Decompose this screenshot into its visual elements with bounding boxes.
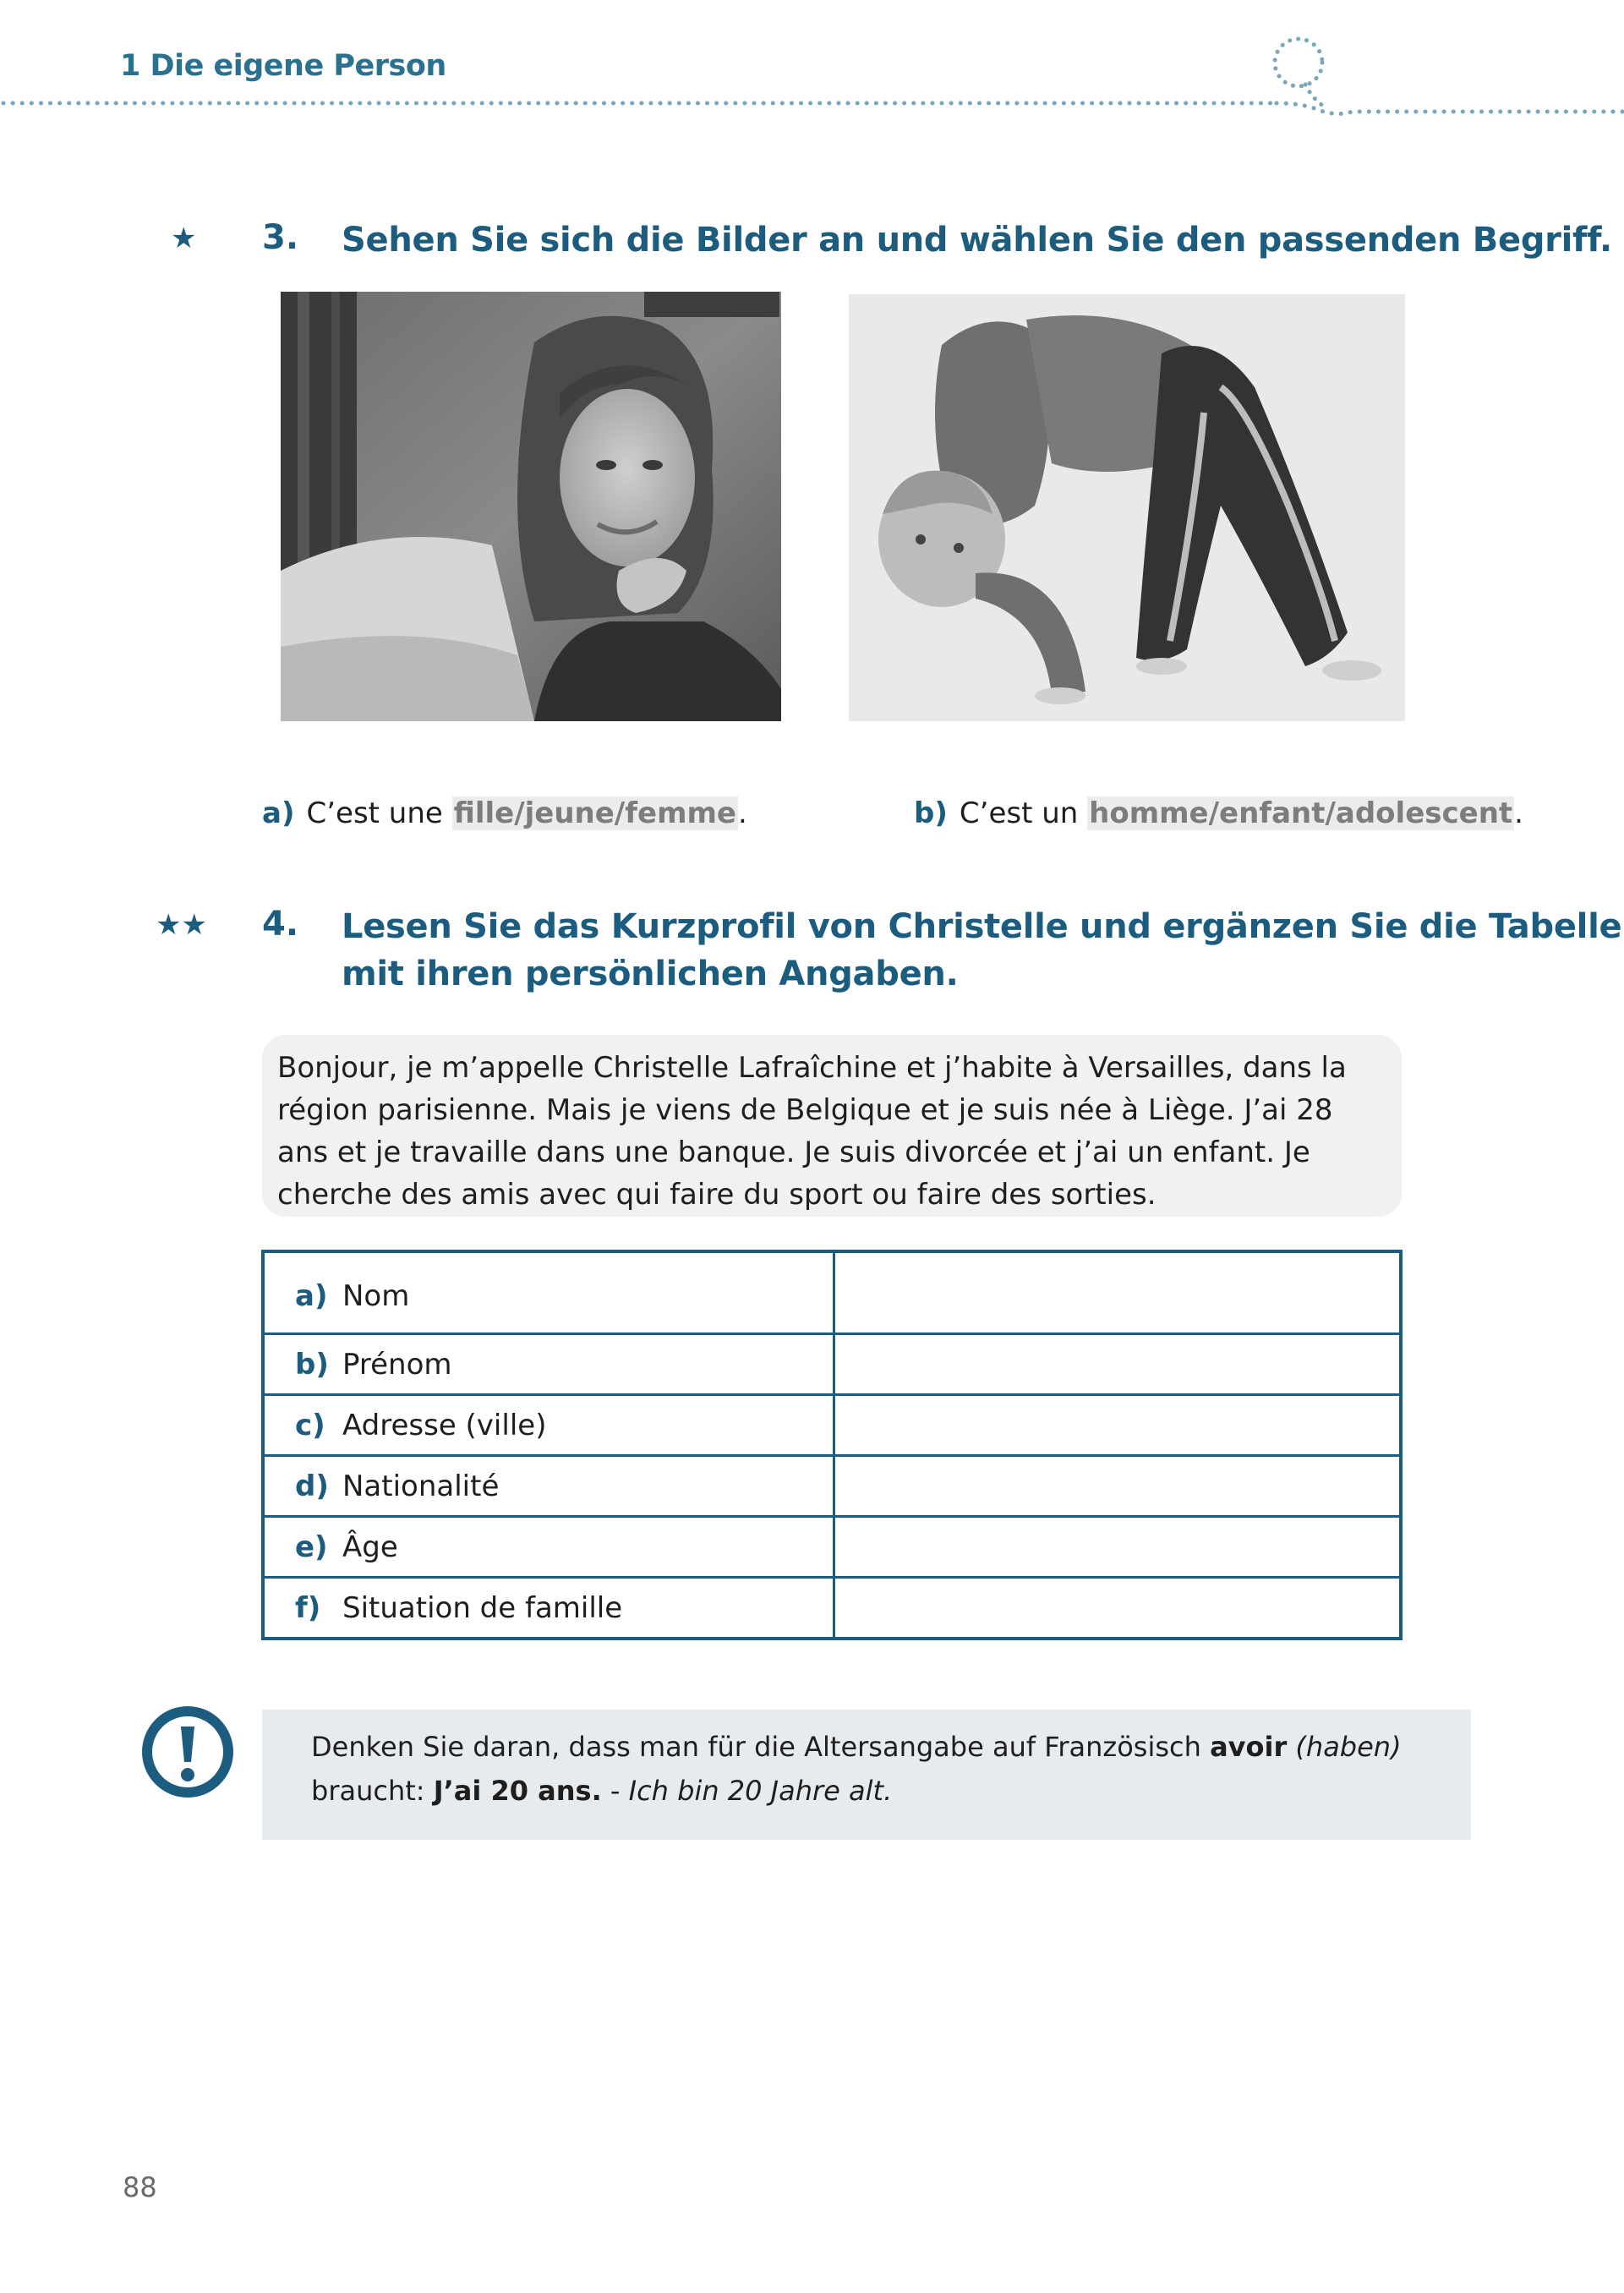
answer-cell[interactable]	[834, 1395, 1402, 1456]
photo-woman	[281, 292, 781, 721]
exercise-number: 4.	[262, 905, 299, 944]
field-name: Prénom	[342, 1347, 452, 1382]
row-letter: f)	[295, 1590, 321, 1625]
note-text	[311, 1725, 1402, 1813]
page-number: 88	[123, 2171, 157, 2203]
field-label-cell	[263, 1578, 834, 1639]
profile-text: Bonjour, je m’appelle Christelle Lafraîchine et j’habite à Versailles, dans la région parisienne. Mais je viens de Belgique et je suis née à Liège. J’ai 28 ans et je travaille dans une banque. Je suis divorcée et j’ai un enfant. Je cherche des amis avec qui faire du sport ou faire des sorties.	[277, 1051, 1347, 1212]
difficulty-stars: ★★	[156, 908, 207, 942]
row-letter: a)	[295, 1279, 328, 1313]
answer-a-label: a)	[262, 796, 295, 830]
answer-a-options[interactable]: fille/jeune/femme	[453, 796, 736, 830]
answer-cell[interactable]	[834, 1517, 1402, 1578]
note-text-1: Denken Sie daran, dass man für die Altersangabe auf Französisch	[311, 1731, 1211, 1763]
table-row	[263, 1517, 1401, 1578]
chapter-title: 1 Die eigene Person	[120, 49, 446, 83]
answer-cell[interactable]	[834, 1578, 1402, 1639]
field-label-cell	[263, 1334, 834, 1395]
dotted-rule	[0, 95, 1624, 120]
field-label-cell	[263, 1517, 834, 1578]
row-letter: c)	[295, 1408, 325, 1442]
note-bold-example: J’ai 20 ans.	[433, 1775, 602, 1807]
row-letter: b)	[295, 1347, 329, 1382]
answer-a-suffix: .	[738, 796, 747, 830]
row-letter: e)	[295, 1530, 328, 1564]
answer-cell[interactable]	[834, 1456, 1402, 1517]
table-row	[263, 1251, 1401, 1334]
field-label-cell	[263, 1395, 834, 1456]
answer-cell[interactable]	[834, 1334, 1402, 1395]
note-box	[262, 1710, 1471, 1840]
note-italic-haben: (haben)	[1287, 1731, 1402, 1763]
table-row	[263, 1456, 1401, 1517]
field-name: Âge	[342, 1530, 398, 1564]
answer-a-prefix: C’est une	[306, 796, 452, 830]
exercise-title-line-1: Lesen Sie das Kurzprofil von Christelle und ergänzen Sie die Tabelle	[342, 907, 1622, 946]
row-letter: d)	[295, 1469, 329, 1503]
answer-b-options[interactable]: homme/enfant/adolescent	[1089, 796, 1513, 830]
field-name: Nationalité	[342, 1469, 500, 1503]
exercise-title-line-2: mit ihren persönlichen Angaben.	[342, 955, 959, 993]
exclamation-icon	[140, 1705, 235, 1799]
field-label-cell	[263, 1456, 834, 1517]
table-row	[263, 1578, 1401, 1639]
answer-b-suffix: .	[1514, 796, 1523, 830]
profile-text-box	[262, 1035, 1402, 1217]
magnifier-dots-icon	[1260, 32, 1336, 113]
answer-b-label: b)	[914, 796, 948, 830]
difficulty-stars: ★	[171, 222, 197, 255]
note-text-3: -	[601, 1775, 629, 1807]
note-text-2: braucht:	[311, 1775, 434, 1807]
field-name: Adresse (ville)	[342, 1408, 547, 1442]
photo-child	[849, 294, 1405, 721]
answer-cell[interactable]	[834, 1251, 1402, 1334]
answer-a	[262, 796, 747, 830]
table-row	[263, 1395, 1401, 1456]
answer-b	[914, 796, 1523, 830]
profile-table	[261, 1250, 1403, 1640]
table-row	[263, 1334, 1401, 1395]
answer-b-prefix: C’est un	[959, 796, 1088, 830]
field-name: Situation de famille	[342, 1590, 623, 1625]
field-name: Nom	[342, 1279, 410, 1313]
exercise-title: Sehen Sie sich die Bilder an und wählen Sie den passenden Begriff.	[342, 221, 1612, 260]
note-italic-translation: Ich bin 20 Jahre alt.	[628, 1775, 893, 1807]
exercise-number: 3.	[262, 218, 299, 257]
note-bold-avoir: avoir	[1210, 1731, 1288, 1763]
field-label-cell	[263, 1251, 834, 1334]
